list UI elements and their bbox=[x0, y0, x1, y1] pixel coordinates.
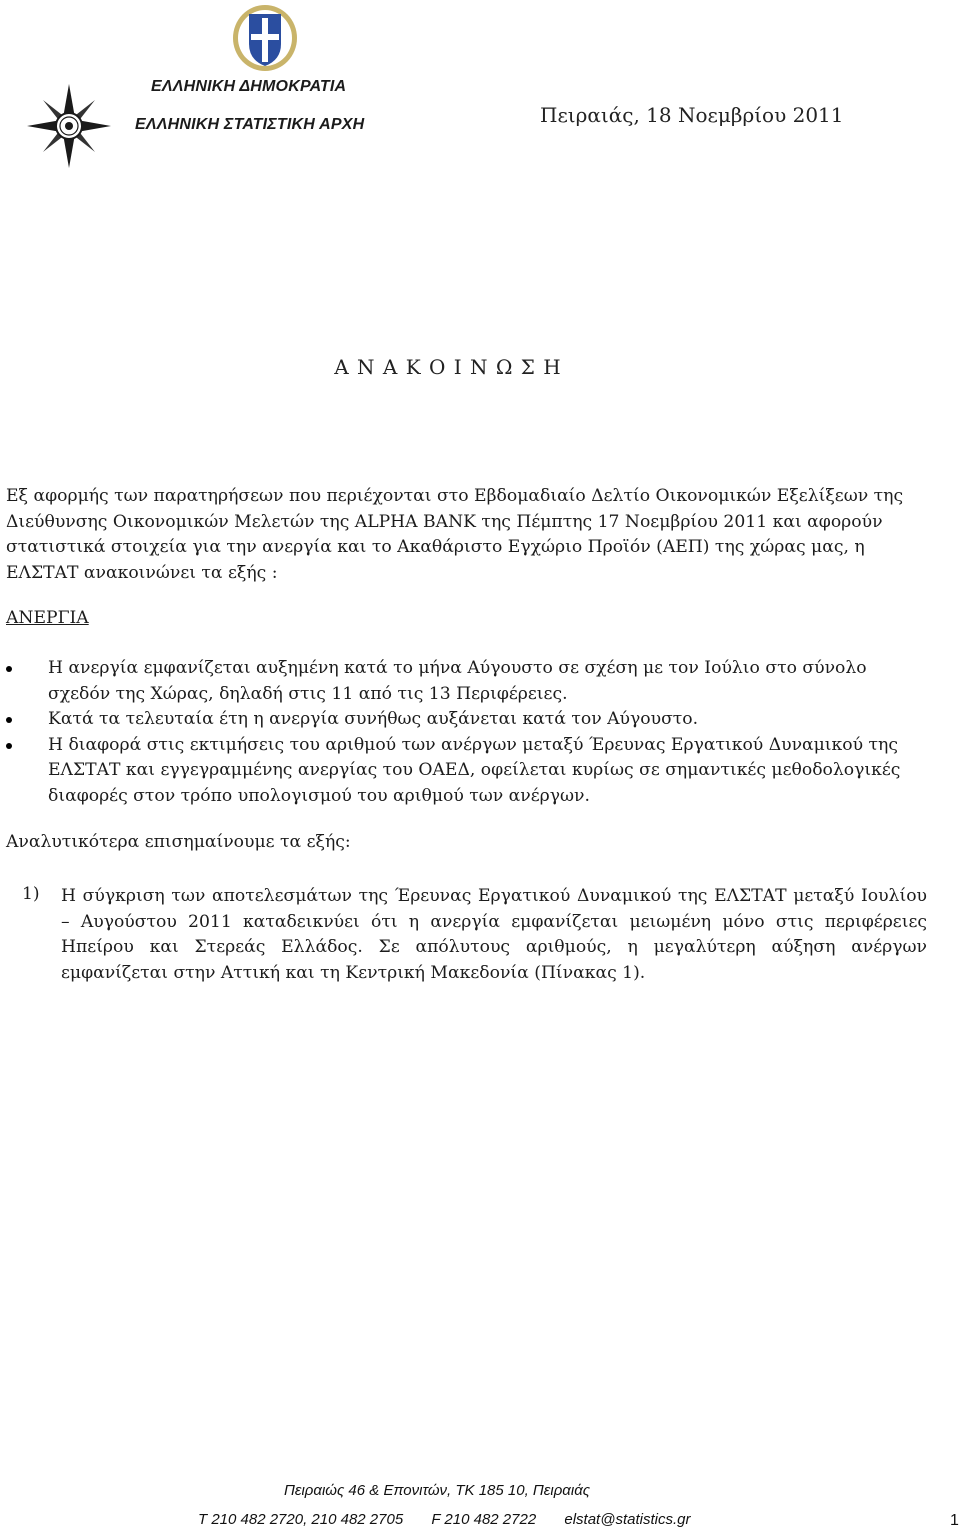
list-item bbox=[0, 707, 930, 733]
section-heading: ΑΝΕΡΓΙΑ bbox=[6, 608, 89, 628]
authority-heading: ΕΛΛΗΝΙΚΗ ΣΤΑΤΙΣΤΙΚΗ ΑΡΧΗ bbox=[135, 116, 365, 133]
page-number: 1 bbox=[950, 1512, 959, 1529]
document-title: Α Ν Α Κ Ο Ι Ν Ω Σ Η bbox=[334, 355, 562, 379]
elstat-star-logo bbox=[14, 84, 124, 168]
footer-contacts bbox=[198, 1511, 714, 1528]
list-item bbox=[0, 656, 930, 707]
bullet-text: Κατά τα τελευταία έτη η ανεργία συνήθως αυξάνεται κατά τον Αύγουστο. bbox=[48, 709, 699, 730]
republic-heading: ΕΛΛΗΝΙΚΗ ΔΗΜΟΚΡΑΤΙΑ bbox=[151, 78, 347, 95]
coat-of-arms-emblem bbox=[231, 4, 299, 74]
footer-fax: F 210 482 2722 bbox=[431, 1511, 537, 1528]
document-date: Πειραιάς, 18 Νοεμβρίου 2011 bbox=[540, 103, 844, 127]
bullet-list bbox=[0, 656, 930, 810]
numbered-paragraph: Η σύγκριση των αποτελεσμάτων της Έρευνας Εργατικού Δυναμικού της ΕΛΣΤΑΤ μεταξύ Ιουλίου – Αυγούστου 2011 καταδεικνύει ότι η ανεργία εμφανίζεται μειωμένη μόνο στις περιφέρειες Ηπείρου και Στερεάς Ελλάδος. Σε απόλυτους αριθμούς, η μεγαλύτερη αύξηση ανέργων εμφανίζεται στην Αττική και τη Κεντρική Μακεδονία (Πίνακας 1). bbox=[61, 886, 927, 983]
footer-email: elstat@statistics.gr bbox=[564, 1511, 691, 1528]
bullet-dot-icon bbox=[6, 666, 12, 672]
detail-intro: Αναλυτικότερα επισημαίνουμε τα εξής: bbox=[6, 832, 351, 852]
bullet-dot-icon bbox=[6, 717, 12, 723]
intro-paragraph: Εξ αφορμής των παρατηρήσεων που περιέχονται στο Εβδομαδιαίο Δελτίο Οικονομικών Εξελίξεων της Διεύθυνσης Οικονομικών Μελετών της ALPHA BANK της Πέμπτης 17 Νοεμβρίου 2011 και αφορούν στατιστικά στοιχεία για την ανεργία και το Ακαθάριστο Εγχώριο Προϊόν (ΑΕΠ) της χώρας μας, η ΕΛΣΤΑΤ ανακοινώνει τα εξής : bbox=[6, 486, 904, 583]
footer-phone: T 210 482 2720, 210 482 2705 bbox=[198, 1511, 404, 1528]
list-item bbox=[0, 733, 930, 810]
footer-address: Πειραιώς 46 & Επονιτών, ΤΚ 185 10, Πειραιάς bbox=[284, 1482, 591, 1499]
bullet-text: Η διαφορά στις εκτιμήσεις του αριθμού των ανέργων μεταξύ Έρευνας Εργατικού Δυναμικού της ΕΛΣΤΑΤ και εγγεγραμμένης ανεργίας του ΟΑΕΔ, οφείλεται κυρίως σε σημαντικές μεθοδολογικές διαφορές στον τρόπο υπολογισμού του αριθμού των ανέργων. bbox=[48, 734, 901, 806]
numbered-marker: 1) bbox=[22, 884, 40, 904]
bullet-text: Η ανεργία εμφανίζεται αυξημένη κατά το μήνα Αύγουστο σε σχέση με τον Ιούλιο στο σύνολο σχεδόν της Χώρας, δηλαδή στις 11 από τις 13 Περιφέρειες. bbox=[48, 658, 867, 704]
bullet-dot-icon bbox=[6, 743, 12, 749]
